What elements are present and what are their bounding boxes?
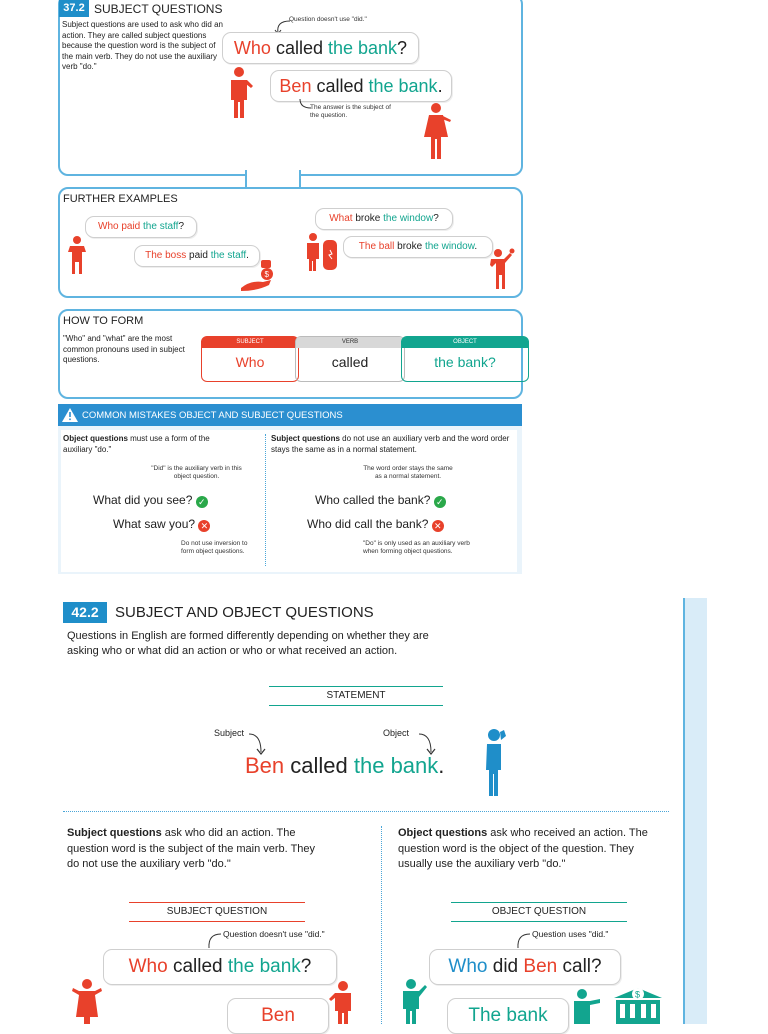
q-object: the bank [327, 38, 398, 58]
question-bubble [222, 32, 419, 64]
bank-icon [570, 986, 670, 1024]
mistakes-correct-1 [93, 493, 208, 508]
ex4-window: the window [424, 241, 475, 252]
mistakes-note-4: "Do" is only used as an auxiliary verb when forming object questions. [363, 540, 470, 555]
ex2-staff: the staff [210, 250, 247, 261]
object-question-bubble [429, 949, 621, 985]
further-examples-title: FURTHER EXAMPLES [63, 193, 178, 205]
ex3-end: ? [433, 213, 439, 224]
mistakes-divider [265, 434, 266, 566]
a-verb: called [311, 76, 369, 96]
oq-who: Who [448, 956, 488, 977]
subject-note: Question doesn't use "did." [223, 929, 325, 939]
statement-object: the bank [353, 753, 439, 778]
oq-did: did [487, 956, 524, 977]
sq-verb: called [167, 956, 228, 977]
oq-call: call? [557, 956, 602, 977]
mistakes-correct-2 [315, 493, 446, 508]
statement-subject: Ben [245, 753, 285, 778]
sq-object: the bank [227, 956, 301, 977]
ex3-broke: broke [352, 213, 384, 224]
broken-window-icon [305, 232, 341, 272]
curved-arrow-icon [512, 930, 532, 950]
subject-questions-text [67, 826, 317, 873]
q-verb: called [270, 38, 328, 58]
ex2-boss: The boss [145, 250, 187, 261]
dotted-separator [63, 811, 669, 812]
person-icon [395, 979, 431, 1024]
cross-icon: ✕ [432, 520, 444, 532]
curved-arrow-icon [203, 930, 223, 950]
section-number-badge: 37.2 [59, 0, 89, 17]
mistakes-right-text [271, 434, 511, 455]
note-answer-subject: The answer is the subject of the question. [310, 104, 391, 119]
bottom-page [57, 598, 707, 1024]
subject-questions-rest: ask who did an action. The question word is the subject of the main verb. They do not use the auxiliary verb "do." [67, 827, 316, 870]
check-icon: ✓ [196, 496, 208, 508]
column-divider [381, 826, 382, 1024]
statement-verb: called [284, 753, 354, 778]
mistakes-right-rest: do not use an auxiliary verb and the word order stays the same as in a normal statement. [271, 434, 510, 454]
subject-chip [201, 336, 299, 382]
example-bubble-3 [315, 208, 453, 230]
statement-label: STATEMENT [269, 686, 443, 706]
subject-question-bubble [103, 949, 337, 985]
person-on-phone-icon [327, 981, 359, 1024]
q-end: ? [397, 38, 408, 58]
intro-text: Subject questions are used to ask who did an action. They are called subject questions because the question word is the subject of the main verb. They do not use the auxiliary verb "do." [62, 20, 223, 71]
a-end: . [437, 76, 443, 96]
subject-chip-header: SUBJECT [202, 337, 298, 348]
cross-icon: ✕ [198, 520, 210, 532]
q-word: Who [233, 38, 271, 58]
svg-text:$: $ [635, 989, 641, 1000]
ex2-paid: paid [186, 250, 211, 261]
how-to-form-text: "Who" and "what" are the most common pronouns used in subject questions. [63, 334, 185, 364]
object-note: Question uses "did." [532, 929, 609, 939]
ex2-end: . [246, 250, 249, 261]
object-chip-header: OBJECT [402, 337, 528, 348]
mistakes-title: COMMON MISTAKES OBJECT AND SUBJECT QUESTIONS [82, 410, 343, 421]
example-bubble-1 [85, 216, 197, 238]
mistakes-note-2: Do not use inversion to form object questions. [181, 540, 248, 555]
person-icon [67, 236, 87, 276]
object-label: Object [383, 728, 410, 738]
money-hand-icon [239, 258, 279, 292]
object-questions-text [398, 826, 666, 873]
mistakes-wrong-2-text: Who did call the bank? [307, 517, 429, 531]
mistakes-note-1: "Did" is the auxiliary verb in this object question. [151, 465, 242, 480]
mistakes-wrong-1 [113, 517, 210, 532]
ex3-what: What [329, 213, 353, 224]
mistakes-correct-1-text: What did you see? [93, 493, 193, 507]
warning-icon [62, 408, 78, 422]
oq-ben: Ben [523, 956, 558, 977]
oa-bank: The bank [468, 1005, 548, 1026]
statement-sentence [245, 753, 444, 779]
object-chip-value: the bank? [434, 354, 496, 370]
verb-chip [295, 336, 405, 382]
sq-end: ? [300, 956, 312, 977]
bottom-right-shade [685, 598, 707, 1024]
mistakes-wrong-2 [307, 517, 444, 532]
subject-answer-bubble [227, 998, 329, 1034]
object-chip [401, 336, 529, 382]
ex4-ball: The ball [358, 241, 395, 252]
person-on-phone-icon [227, 66, 255, 120]
object-answer-bubble [447, 998, 569, 1034]
mistakes-note-3: The word order stays the same as a normal statement. [363, 465, 453, 480]
a-object: the bank [368, 76, 438, 96]
woman-on-phone-icon [421, 102, 455, 162]
subject-chip-value: Who [235, 354, 265, 370]
example-bubble-4 [343, 236, 493, 258]
subject-question-label: SUBJECT QUESTION [129, 902, 305, 922]
person-throwing-icon [487, 248, 515, 290]
section-title: SUBJECT QUESTIONS [94, 2, 223, 16]
ex3-window: the window [383, 213, 434, 224]
woman-on-phone-icon [69, 979, 105, 1024]
top-page [57, 0, 529, 574]
intro-text: Questions in English are formed differently depending on whether they are asking who or what did an action or who or what received an action. [67, 630, 429, 657]
mistakes-left-rest: must use a form of the auxiliary "do." [63, 434, 210, 454]
ex1-staff: the staff [143, 221, 179, 232]
object-questions-rest: ask who received an action. The question word is the object of the question. They usually use the auxiliary verb "do." [398, 827, 648, 870]
object-questions-bold: Object questions [398, 827, 488, 839]
subject-label: Subject [214, 728, 245, 738]
a-subject: Ben [279, 76, 312, 96]
ex4-end: . [474, 241, 478, 252]
subject-questions-bold: Subject questions [67, 827, 162, 839]
mistakes-left-text [63, 434, 213, 455]
ex1-end: ? [178, 221, 184, 232]
mistakes-right-bold: Subject questions [271, 434, 340, 443]
mistakes-wrong-1-text: What saw you? [113, 517, 196, 531]
check-icon: ✓ [434, 496, 446, 508]
ex1-who: Who paid [98, 221, 144, 232]
object-question-label: OBJECT QUESTION [451, 902, 627, 922]
person-on-phone-icon [483, 728, 507, 798]
mistakes-correct-2-text: Who called the bank? [315, 493, 431, 507]
how-to-form-title: HOW TO FORM [63, 315, 144, 327]
sq-who: Who [128, 956, 168, 977]
verb-chip-header: VERB [296, 337, 404, 348]
statement-end: . [438, 753, 445, 778]
mistakes-left-bold: Object questions [63, 434, 128, 443]
verb-chip-value: called [331, 354, 369, 370]
svg-text:$: $ [264, 270, 269, 279]
section-title: SUBJECT AND OBJECT QUESTIONS [115, 604, 374, 621]
note-question-no-did: Question doesn't use "did." [289, 16, 367, 23]
sa-ben: Ben [261, 1005, 295, 1026]
ex4-broke: broke [394, 241, 425, 252]
section-number-badge: 42.2 [63, 602, 107, 623]
